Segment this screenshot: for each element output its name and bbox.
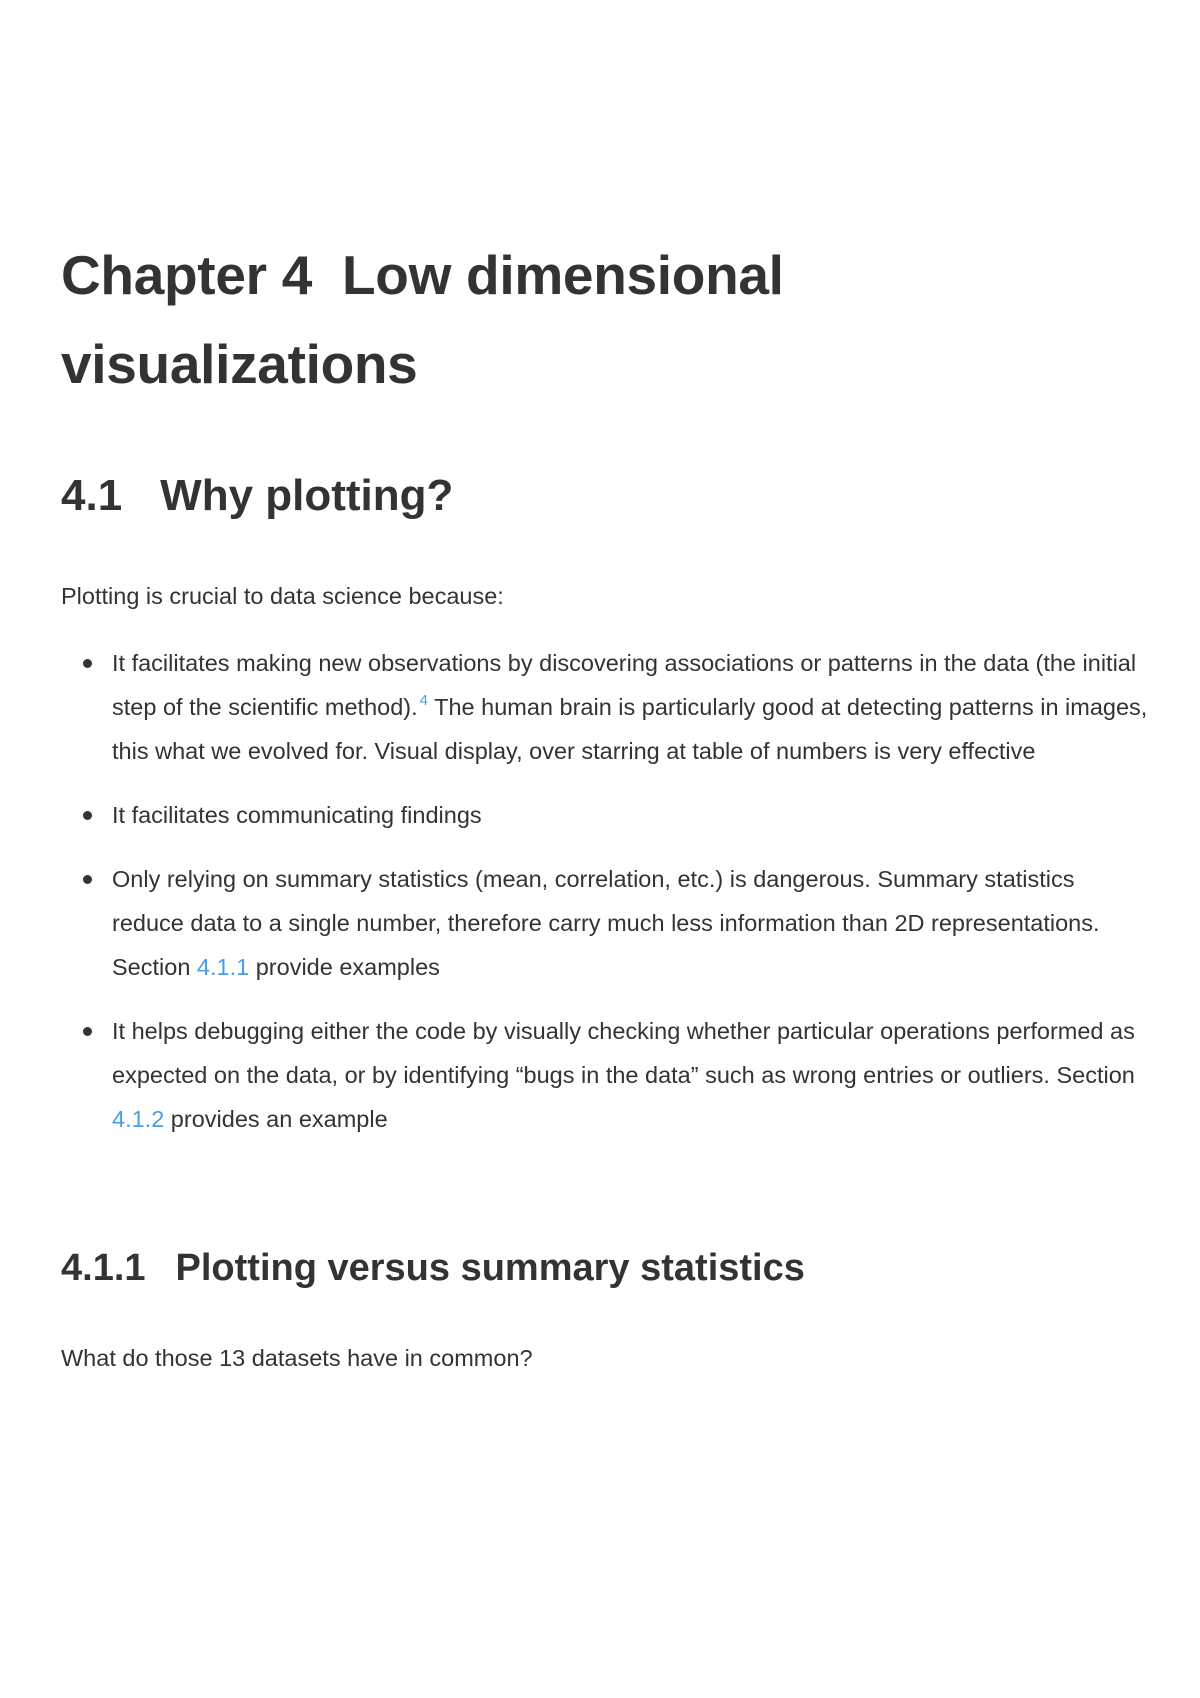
bullet-icon [83, 811, 92, 820]
list-item [61, 793, 1151, 837]
bullet-text: provide examples [249, 954, 440, 980]
bullet-text: Only relying on summary statistics (mean, correlation, etc.) is dangerous. Summary statistics reduce data to a single number, therefore carry much less information than 2D representations. Section [112, 866, 1100, 980]
bullet-icon [83, 659, 92, 668]
section-link-4-1-1[interactable]: 4.1.1 [196, 954, 250, 980]
subsection-number: 4.1.1 [61, 1247, 146, 1289]
subsection-heading [61, 1244, 805, 1292]
bullet-icon [83, 1027, 92, 1036]
list-item [61, 641, 1151, 773]
intro-paragraph: Plotting is crucial to data science because: [61, 583, 504, 609]
chapter-title [61, 231, 1061, 409]
section-title: Why plotting? [160, 471, 454, 520]
section-number: 4.1 [61, 471, 123, 520]
section-link-4-1-2[interactable]: 4.1.2 [112, 1106, 165, 1132]
footnote-link[interactable]: 4 [419, 692, 428, 709]
chapter-title-text: Low dimensional visualizations [61, 244, 784, 395]
bullet-text: It facilitates making new observations by discovering associations or patterns in the data (the initial step of the scientific method). [112, 650, 1137, 720]
subsection-title: Plotting versus summary statistics [175, 1247, 805, 1289]
bullet-text: It helps debugging either the code by visually checking whether particular operations performed as expected on the data, or by identifying “bugs in the data” such as wrong entries or outliers. Section [112, 1018, 1135, 1088]
section-heading [61, 468, 453, 524]
list-item [61, 1009, 1151, 1141]
chapter-number: Chapter 4 [61, 244, 312, 306]
closing-paragraph: What do those 13 datasets have in common? [61, 1345, 533, 1371]
bullet-icon [83, 875, 92, 884]
bullet-text: provides an example [164, 1106, 388, 1132]
bullet-text: It facilitates communicating findings [112, 802, 482, 828]
reasons-list [61, 641, 1151, 1141]
bullet-text: The human brain is particularly good at detecting patterns in images, this what we evolved for. Visual display, over starring at table of numbers is very effective [112, 694, 1148, 764]
list-item [61, 857, 1151, 989]
